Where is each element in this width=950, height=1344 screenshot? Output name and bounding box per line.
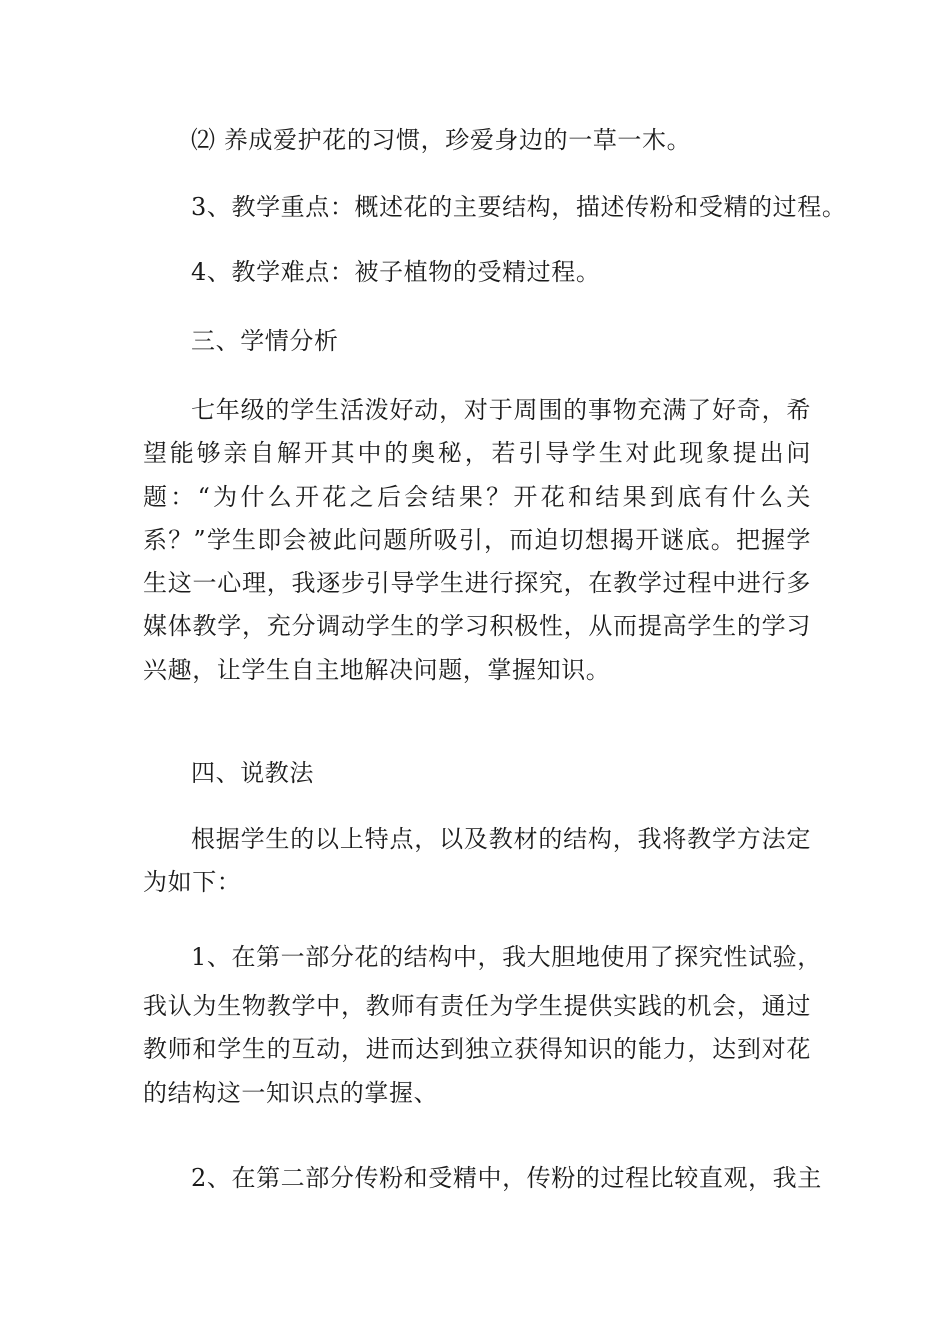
item-1-first-line: 1、在第一部分花的结构中，我大胆地使用了探究性试验， — [191, 943, 822, 971]
student-analysis-paragraph: 七年级的学生活泼好动，对于周围的事物充满了好奇，希望能够亲自解开其中的奥秘，若引导学生对此现象提出问题：“为什么开花之后会结果？开花和结果到底有什么关系？”学生即会被此问题所吸引，而迫切想揭开谜底。把握学生这一心理，我逐步引导学生进行探究，在教学过程中进行多媒体教学，充分调动学生的学习积极性，从而提高学生的学习兴趣，让学生自主地解决问题，掌握知识。 — [143, 396, 811, 684]
item-2-line: 2、在第二部分传粉和受精中，传粉的过程比较直观，我主 — [191, 1164, 822, 1192]
item-1-body: 我认为生物教学中，教师有责任为学生提供实践的机会，通过教师和学生的互动，进而达到独立获得知识的能力，达到对花的结构这一知识点的掌握、 — [143, 992, 811, 1107]
key-point-line: 3、教学重点：概述花的主要结构，描述传粉和受精的过程。 — [191, 193, 847, 221]
teaching-method-paragraph: 根据学生的以上特点，以及教材的结构，我将教学方法定为如下： — [143, 825, 811, 897]
section-heading-student-analysis: 三、学情分析 — [191, 327, 339, 355]
goal-line: ⑵ 养成爱护花的习惯，珍爱身边的一草一木。 — [191, 126, 692, 154]
difficulty-line: 4、教学难点：被子植物的受精过程。 — [191, 258, 601, 286]
section-heading-teaching-method: 四、说教法 — [191, 759, 314, 787]
